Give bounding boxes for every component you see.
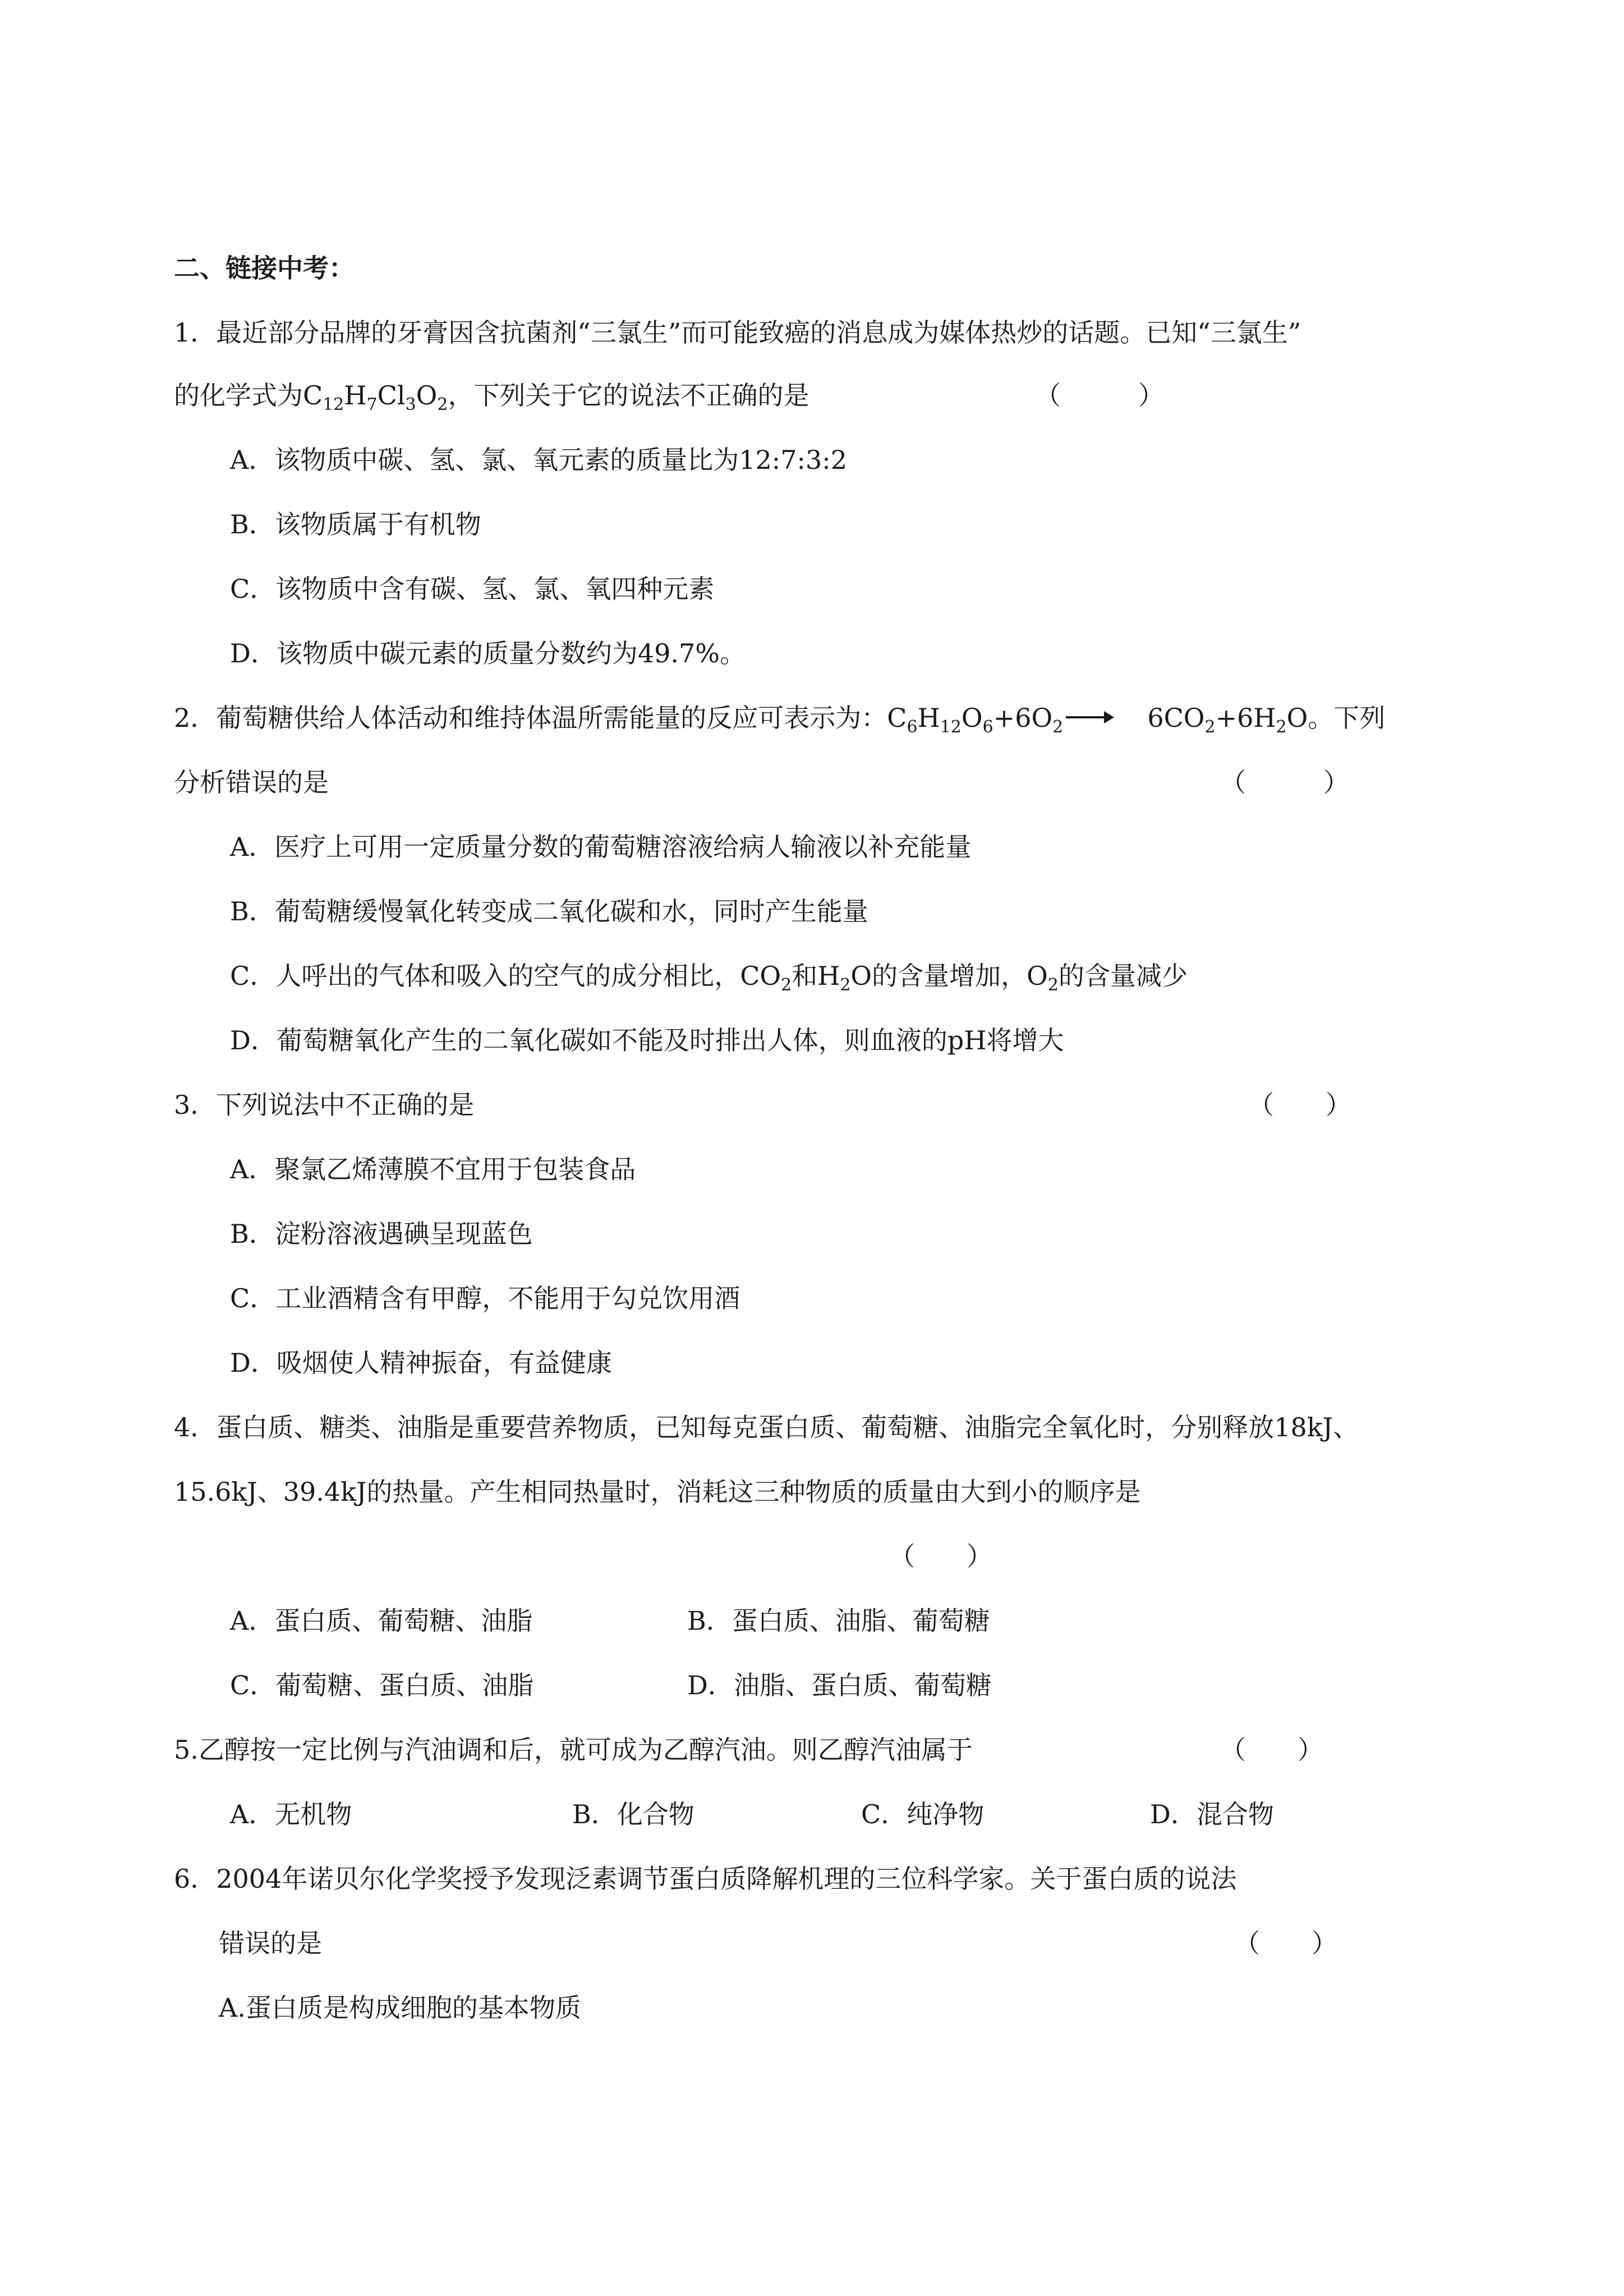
glucose-reactants: $C_6H_{12}O_6+6O_2$	[887, 703, 1064, 737]
question-2-option-d: D．葡萄糖氧化产生的二氧化碳如不能及时排出人体，则血液的pH将增大	[230, 1025, 1064, 1055]
question-5-option-a: A．无机物	[230, 1799, 352, 1829]
question-1-option-a: A．该物质中碳、氢、氯、氧元素的质量比为12:7:3:2	[230, 445, 848, 475]
question-1-stem-line-1: 1．最近部分品牌的牙膏因含抗菌剂“三氯生”而可能致癌的消息成为媒体热炒的话题。已知“三氯生”	[174, 317, 1301, 348]
glucose-products: $6CO_2+6H_2O$	[1147, 703, 1308, 737]
question-2-option-b: B．葡萄糖缓慢氧化转变成二氧化碳和水，同时产生能量	[230, 896, 868, 926]
question-6-answer-paren[interactable]: （ ）	[1234, 1928, 1337, 1958]
question-2-option-c: C．人呼出的气体和吸入的空气的成分相比，$CO_2$和$H_2O$的含量增加，$O_2$的含量减少	[230, 961, 1188, 995]
question-1-stem-line-2: 的化学式为$C_{12}H_7Cl_3O_2$，下列关于它的说法不正确的是	[174, 380, 809, 414]
question-3-answer-paren[interactable]: （ ）	[1248, 1090, 1351, 1120]
question-6-stem-line-2: 错误的是	[219, 1928, 322, 1958]
question-1-answer-paren[interactable]: （ ）	[1035, 380, 1164, 411]
question-4-option-b: B．蛋白质、油脂、葡萄糖	[687, 1606, 990, 1636]
question-5-stem: 5.乙醇按一定比例与汽油调和后，就可成为乙醇汽油。则乙醇汽油属于	[174, 1735, 973, 1765]
question-2-option-a: A．医疗上可用一定质量分数的葡萄糖溶液给病人输液以补充能量	[230, 832, 972, 862]
question-2-answer-paren[interactable]: （ ）	[1220, 767, 1349, 797]
question-3-option-a: A．聚氯乙烯薄膜不宜用于包装食品	[230, 1154, 636, 1184]
question-4-answer-paren[interactable]: （ ）	[889, 1541, 992, 1571]
question-4-stem-line-1: 4．蛋白质、糖类、油脂是重要营养物质，已知每克蛋白质、葡萄糖、油脂完全氧化时，分别释放18kJ、	[174, 1412, 1359, 1442]
question-1-option-c: C．该物质中含有碳、氢、氯、氧四种元素	[230, 574, 715, 604]
question-2-stem-line-1: 2．葡萄糖供给人体活动和维持体温所需能量的反应可表示为：$C_6H_{12}O_6+6O_2$ $6CO_2+6H_2O$。下列	[174, 703, 1386, 737]
question-3-stem: 3．下列说法中不正确的是	[174, 1090, 475, 1120]
question-1-option-d: D．该物质中碳元素的质量分数约为49.7%。	[230, 638, 746, 668]
question-1-option-b: B．该物质属于有机物	[230, 509, 481, 540]
question-6-option-a: A.蛋白质是构成细胞的基本物质	[219, 1993, 581, 2023]
section-title: 二、链接中考：	[174, 253, 355, 283]
question-5-answer-paren[interactable]: （ ）	[1220, 1735, 1323, 1765]
question-3-option-b: B．淀粉溶液遇碘呈现蓝色	[230, 1219, 533, 1249]
question-6-stem-line-1: 6．2004年诺贝尔化学奖授予发现泛素调节蛋白质降解机理的三位科学家。关于蛋白质的说法	[174, 1864, 1237, 1894]
question-2-stem-line-2: 分析错误的是	[174, 767, 329, 797]
reaction-arrow-icon	[1066, 716, 1111, 718]
question-4-option-c: C．葡萄糖、蛋白质、油脂	[230, 1670, 534, 1700]
question-3-option-c: C．工业酒精含有甲醇，不能用于勾兑饮用酒	[230, 1283, 740, 1313]
question-5-option-d: D．混合物	[1150, 1799, 1274, 1829]
trichlosan-formula: $C_{12}H_7Cl_3O_2$	[303, 380, 448, 414]
question-4-option-a: A．蛋白质、葡萄糖、油脂	[230, 1606, 533, 1636]
question-4-option-d: D．油脂、蛋白质、葡萄糖	[687, 1670, 992, 1700]
question-4-stem-line-2: 15.6kJ、39.4kJ的热量。产生相同热量时，消耗这三种物质的质量由大到小的顺序是	[174, 1477, 1141, 1507]
question-5-option-c: C．纯净物	[861, 1799, 984, 1829]
question-3-option-d: D．吸烟使人精神振奋，有益健康	[230, 1348, 612, 1378]
question-5-option-b: B．化合物	[572, 1799, 694, 1829]
